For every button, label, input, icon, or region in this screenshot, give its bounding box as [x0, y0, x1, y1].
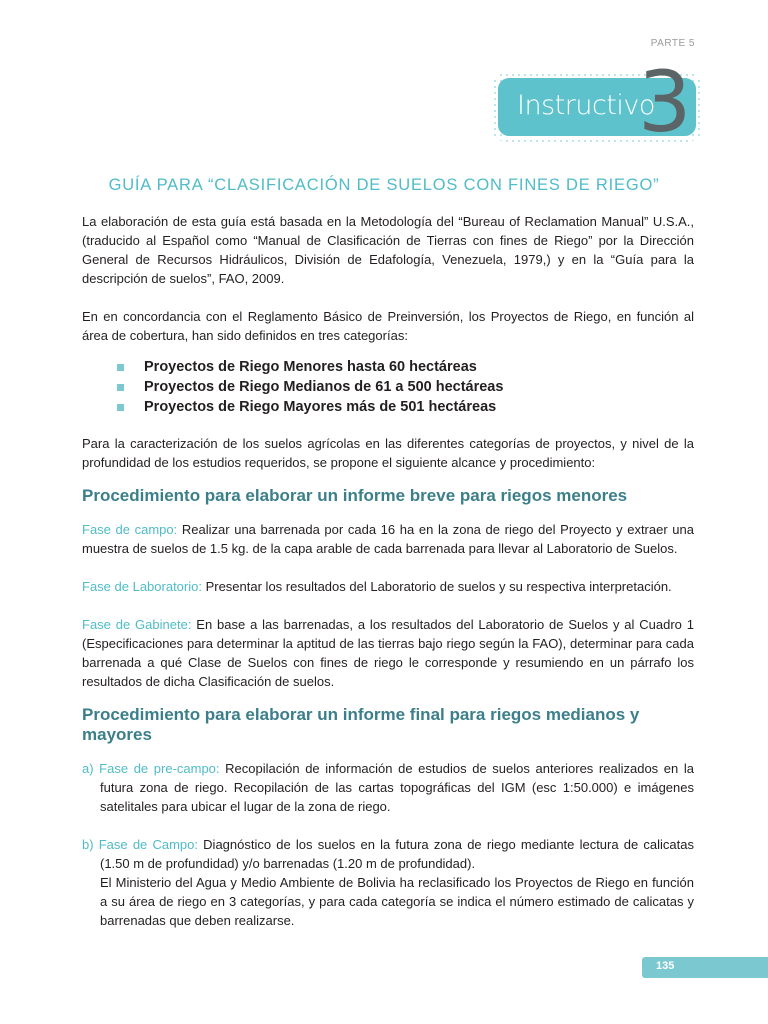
intro-paragraph-3: Para la caracterización de los suelos agrícolas en las diferentes categorías de proyectos, y nivel de la profundidad de los estudios requeridos, se propone el siguiente alcance y procedimiento:	[82, 436, 694, 470]
fase-campo-b-paragraph-2: El Ministerio del Agua y Medio Ambiente de Bolivia ha reclasificado los Proyectos de Riego en función a su área de riego en 3 categorías, y para cada categoría se indica el número estimado de calicatas y barrenadas que deben realizarse.	[100, 875, 694, 928]
intro-paragraph-2: En en concordancia con el Reglamento Básico de Preinversión, los Proyectos de Riego, en función al área de cobertura, han sido definidos en tres categorías:	[82, 309, 694, 343]
bullet-square-icon	[117, 384, 124, 391]
badge-number: 3	[638, 53, 692, 151]
list-item: Proyectos de Riego Menores hasta 60 hectáreas	[82, 357, 694, 377]
list-item: Proyectos de Riego Medianos de 61 a 500 hectáreas	[82, 377, 694, 397]
bullet-square-icon	[117, 364, 124, 371]
page-number-tab	[642, 957, 768, 978]
fase-gabinete-paragraph: Fase de Gabinete: En base a las barrenadas, a los resultados del Laboratorio de Suelos y al Cuadro 1 (Especificaciones para determinar la aptitud de las tierras bajo riego según la FAO), determinar para cada barrenada a qué Clase de Suelos con fines de riego le corresponde y resumiendo en un párrafo los resultados de dicha Clasificación de suelos.	[82, 617, 694, 689]
list-item: Proyectos de Riego Mayores más de 501 hectáreas	[82, 397, 694, 417]
badge-title: Instructivo	[517, 90, 655, 121]
fase-laboratorio-label: Fase de Laboratorio:	[82, 579, 202, 594]
fase-campo-b-paragraph: b) Fase de Campo: Diagnóstico de los suelos en la futura zona de riego mediante lectura de calicatas (1.50 m de profundidad) y/o barrenadas (1.20 m de profundidad).	[82, 837, 694, 871]
fase-pre-campo-label: a) Fase de pre-campo:	[82, 761, 220, 776]
fase-campo-paragraph: Fase de campo: Realizar una barrenada por cada 16 ha en la zona de riego del Proyecto y extraer una muestra de suelos de 1.5 kg. de la capa arable de cada barrenada para llevar al Laboratorio de Suelos.	[82, 522, 694, 556]
instructivo-badge	[492, 53, 702, 151]
fase-gabinete-label: Fase de Gabinete:	[82, 617, 192, 632]
category-list	[82, 357, 694, 417]
document-body	[82, 212, 694, 930]
bullet-square-icon	[117, 404, 124, 411]
intro-paragraph-1: La elaboración de esta guía está basada en la Metodología del “Bureau of Reclamation Manual” U.S.A., (traducido al Español como “Manual de Clasificación de Tierras con fines de Riego” por la Dirección General de Recursos Hidráulicos, División de Edafología, Venezuela, 1979,) y en la “Guía para la descripción de suelos”, FAO, 2009.	[82, 214, 694, 286]
fase-pre-campo-paragraph: a) Fase de pre-campo: Recopilación de información de estudios de suelos anteriores realizados en la futura zona de riego. Recopilación de las cartas topográficas del IGM (esc 1:50.000) e imágenes satelitales para ubicar el lugar de la zona de riego.	[82, 761, 694, 814]
fase-laboratorio-paragraph: Fase de Laboratorio: Presentar los resultados del Laboratorio de suelos y su respectiva interpretación.	[82, 579, 672, 594]
part-label: PARTE 5	[650, 38, 695, 49]
section-heading-2: Procedimiento para elaborar un informe final para riegos medianos y mayores	[82, 705, 640, 744]
page-number: 135	[656, 960, 675, 972]
section-heading-1: Procedimiento para elaborar un informe breve para riegos menores	[82, 486, 628, 505]
page-title: GUÍA PARA “CLASIFICACIÓN DE SUELOS CON FINES DE RIEGO”	[108, 176, 660, 194]
fase-campo-label: Fase de campo:	[82, 522, 178, 537]
fase-campo-b-label: b) Fase de Campo:	[82, 837, 198, 852]
